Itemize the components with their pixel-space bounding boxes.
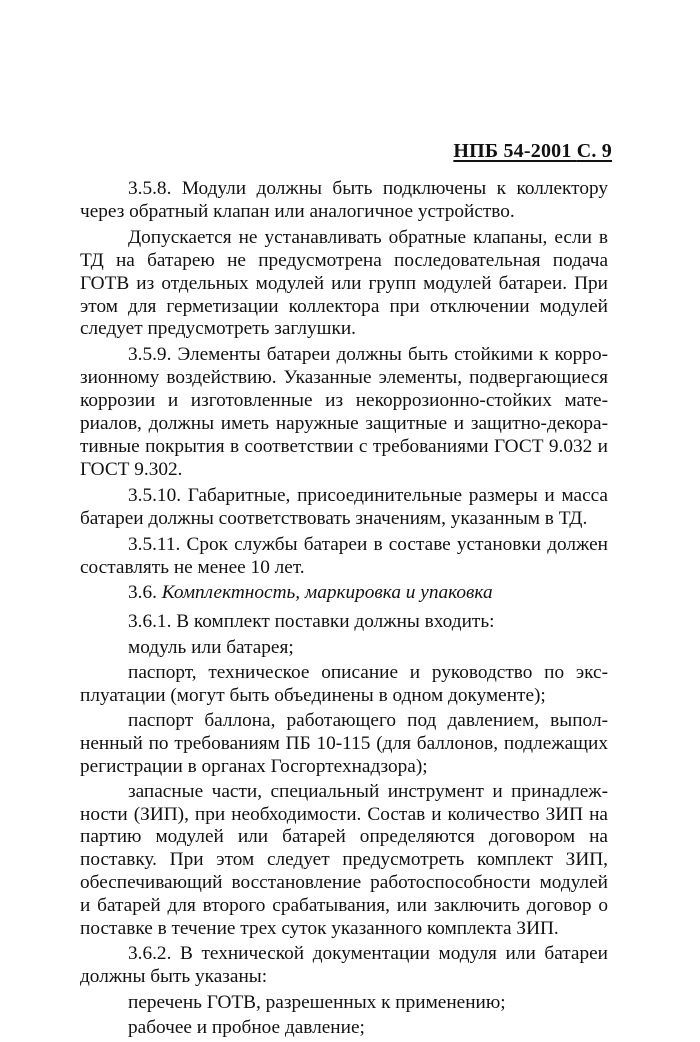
page-header (453, 140, 612, 163)
delivery-items-list (80, 637, 608, 941)
list-item: паспорт баллона, работающего под давлением, выполненный по требованиям ПБ 10-115 (для баллонов, подлежащих регистрации в органах Госгортехнадзора); (80, 709, 608, 777)
section-heading-3-6 (80, 582, 608, 605)
paragraph-3-5-9: 3.5.9. Элементы батареи должны быть стойкими к коррозионному воздействию. Указанные элементы, подвергающиеся коррозии и изготовленные из некоррозионно-стойких материалов, должны иметь наружные защитные и защитно-декоративные покрытия в соответствии с требованиями ГОСТ 9.032 и ГОСТ 9.302. (80, 344, 608, 480)
document-code: НПБ 54-2001 (453, 140, 572, 162)
paragraph-3-6-1: 3.6.1. В комплект поставки должны входить: (128, 611, 495, 633)
paragraph-3-5-10: 3.5.10. Габаритные, присоединительные размеры и масса батареи должны соответствовать значениям, указанным в ТД. (80, 484, 608, 529)
document-body (80, 178, 608, 1042)
paragraph-3-5-8-exception: Допускается не устанавливать обратные клапаны, если в ТД на батарею не предусмотрена последовательная подача ГОТВ из отдельных модулей или групп модулей батареи. При этом для герметизации коллектора при отключении модулей следует предусмотреть заглушки. (80, 226, 608, 340)
paragraph-3-6-2: 3.6.2. В технической документации модуля или батареи должны быть указаны: (80, 943, 608, 987)
paragraph-3-5-11: 3.5.11. Срок службы батареи в составе установки должен составлять не менее 10 лет. (80, 533, 608, 578)
documentation-items-list (80, 992, 608, 1040)
list-item: паспорт, техническое описание и руководство по эксплуатации (могут быть объединены в одном документе); (80, 662, 608, 707)
list-item: запасные части, специальный инструмент и принадлежности (ЗИП), при необходимости. Состав и количество ЗИП на партию модулей или батарей определяются договором на поставку. При этом следует предусмотреть комплект ЗИП, обеспечивающий восстановление работоспособности модулей и батарей для второго срабатывания, или заключить договор о поставке в течение трех суток указанного комплекта ЗИП. (80, 780, 608, 940)
list-item: перечень ГОТВ, разрешенных к применению; (128, 991, 506, 1013)
section-title: Комплектность, маркировка и упаковка (161, 582, 493, 604)
page-number: С. 9 (576, 140, 612, 162)
paragraph-3-5-8: 3.5.8. Модули должны быть подключены к коллектору через обратный клапан или аналогичное устройство. (80, 178, 608, 222)
list-item: рабочее и пробное давление; (128, 1016, 365, 1038)
list-item: модуль или батарея; (128, 637, 294, 659)
section-number: 3.6. (128, 582, 157, 604)
